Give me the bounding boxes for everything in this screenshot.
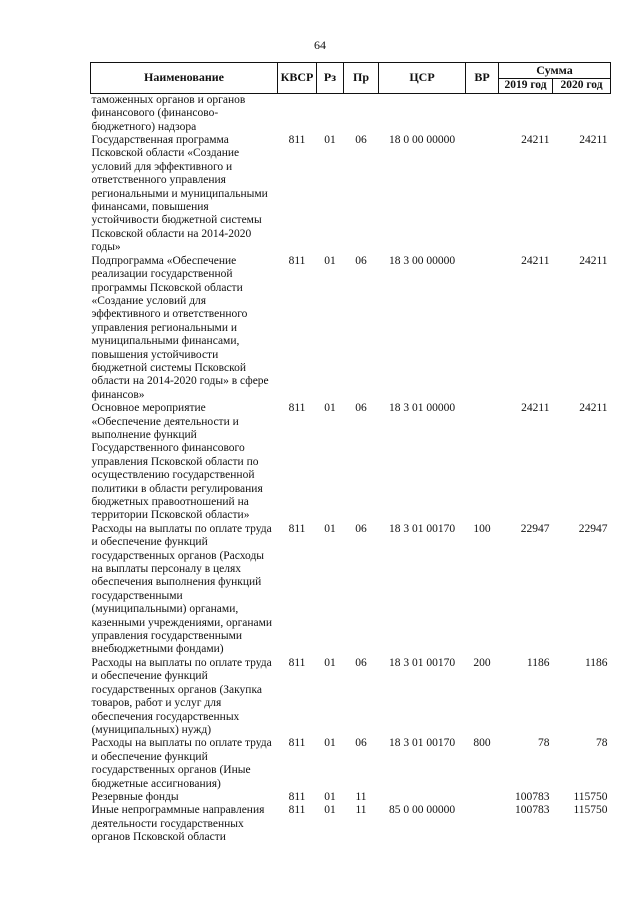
cell-sum-2020: 22947	[578, 522, 608, 535]
cell-rz: 01	[324, 656, 336, 669]
cell-vr: 200	[473, 656, 491, 669]
cell-kvsr: 811	[288, 254, 306, 267]
table-row	[91, 523, 611, 657]
cell-kvsr: 811	[288, 522, 306, 535]
cell-sum-2019: 24211	[521, 254, 550, 267]
cell-sum-2019: 78	[538, 737, 550, 750]
cell-pr: 06	[355, 254, 367, 267]
cell-vr	[466, 93, 499, 134]
cell-rz: 01	[324, 402, 336, 415]
cell-rz: 01	[324, 134, 336, 147]
header-year-2019: 2019 год	[499, 79, 553, 93]
cell-kvsr	[278, 93, 317, 134]
cell-kvsr: 811	[288, 402, 306, 415]
cell-vr: 100	[473, 522, 491, 535]
table-row	[91, 402, 611, 523]
cell-rz: 01	[324, 522, 336, 535]
cell-sum-2019: 1186	[526, 656, 550, 669]
cell-name: Резервные фонды	[91, 790, 179, 803]
cell-vr	[466, 255, 499, 402]
cell-name: Государственная программа Псковской области «Создание условий для эффективного и ответственного управления региональными и муниципальными финансами, повышения устойчивости бюджетной системы Псковской области на 2014-2020 годы»	[91, 134, 268, 254]
cell-name: Основное мероприятие «Обеспечение деятельности и выполнение функций Государственного финансового управления Псковской области по осуществлению государственной политики в области регулирования бюджетных правоотношений на территории Псковской области»	[91, 402, 263, 522]
table-row	[91, 791, 611, 804]
cell-csr: 18 0 00 00000	[388, 134, 456, 147]
header-pr: Пр	[344, 63, 379, 94]
page-number: 64	[314, 38, 326, 52]
cell-sum-2019: 100783	[515, 790, 550, 803]
table-row	[91, 255, 611, 402]
cell-kvsr: 811	[288, 804, 306, 817]
cell-sum-2020: 1186	[584, 656, 608, 669]
cell-csr: 18 3 01 00170	[388, 737, 456, 750]
cell-csr: 18 3 01 00170	[388, 522, 456, 535]
header-csr: ЦСР	[379, 63, 466, 94]
cell-pr: 11	[355, 804, 367, 817]
cell-rz: 01	[324, 790, 336, 803]
cell-csr: 85 0 00 00000	[388, 804, 456, 817]
cell-vr	[466, 804, 499, 844]
cell-kvsr: 811	[288, 134, 306, 147]
header-rz: Рз	[317, 63, 344, 94]
cell-sum-2019	[499, 93, 553, 134]
cell-pr: 06	[355, 656, 367, 669]
cell-csr	[379, 791, 466, 804]
cell-kvsr: 811	[288, 656, 306, 669]
cell-name: Расходы на выплаты по оплате труда и обеспечение функций государственных органов (Закупка товаров, работ и услуг для обеспечения государственных (муниципальных) нужд)	[91, 656, 272, 736]
cell-pr: 06	[355, 134, 367, 147]
table-header	[91, 63, 611, 94]
header-vr: ВР	[466, 63, 499, 94]
cell-sum-2019: 100783	[515, 804, 550, 817]
cell-sum-2020	[553, 93, 611, 134]
cell-csr: 18 3 00 00000	[388, 254, 456, 267]
cell-sum-2020: 115750	[573, 790, 608, 803]
cell-rz: 01	[324, 804, 336, 817]
cell-sum-2019: 24211	[521, 402, 550, 415]
cell-name: Расходы на выплаты по оплате труда и обеспечение функций государственных органов (Иные бюджетные ассигнования)	[91, 737, 272, 790]
header-kvsr: КВСР	[278, 63, 317, 94]
cell-sum-2019: 24211	[521, 134, 550, 147]
cell-vr	[466, 134, 499, 255]
cell-sum-2020: 24211	[579, 402, 608, 415]
cell-name: Подпрограмма «Обеспечение реализации государственной программы Псковской области «Создание условий для эффективного и ответственного управления региональными и муниципальными финансами, повышения устойчивости бюджетной системы Псковской области на 2014-2020 годы» в сфере финансов»	[91, 254, 269, 401]
budget-table	[90, 62, 611, 845]
cell-pr: 11	[355, 790, 367, 803]
cell-rz: 01	[324, 737, 336, 750]
table-row	[91, 804, 611, 844]
cell-rz: 01	[324, 254, 336, 267]
cell-sum-2019: 22947	[520, 522, 550, 535]
cell-pr	[344, 93, 379, 134]
cell-sum-2020: 78	[596, 737, 608, 750]
cell-pr: 06	[355, 737, 367, 750]
cell-vr: 800	[473, 737, 491, 750]
cell-csr: 18 3 01 00170	[388, 656, 456, 669]
cell-vr	[466, 791, 499, 804]
cell-pr: 06	[355, 522, 367, 535]
cell-rz	[317, 93, 344, 134]
cell-pr: 06	[355, 402, 367, 415]
cell-sum-2020: 24211	[579, 254, 608, 267]
cell-kvsr: 811	[288, 737, 306, 750]
table-row	[91, 657, 611, 737]
cell-kvsr: 811	[288, 790, 306, 803]
header-year-2020: 2020 год	[553, 79, 611, 93]
header-sum: Сумма	[499, 63, 611, 79]
cell-sum-2020: 24211	[579, 134, 608, 147]
cell-sum-2020: 115750	[573, 804, 608, 817]
header-name: Наименование	[91, 63, 278, 94]
cell-csr	[379, 93, 466, 134]
table-row	[91, 134, 611, 255]
cell-name: Расходы на выплаты по оплате труда и обеспечение функций государственных органов (Расходы на выплаты персоналу в целях обеспечения выполнения функций государственными (муниципальными) органами, казенными учреждениями, органами управления государственными внебюджетными фондами)	[91, 522, 273, 656]
cell-name: Иные непрограммные направления деятельности государственных органов Псковской области	[91, 804, 265, 844]
cell-vr	[466, 402, 499, 523]
table-body	[91, 93, 611, 844]
cell-csr: 18 3 01 00000	[388, 402, 456, 415]
cell-name: таможенных органов и органов финансового (финансово-бюджетного) надзора	[91, 93, 246, 133]
table-row	[91, 93, 611, 134]
table-row	[91, 737, 611, 791]
